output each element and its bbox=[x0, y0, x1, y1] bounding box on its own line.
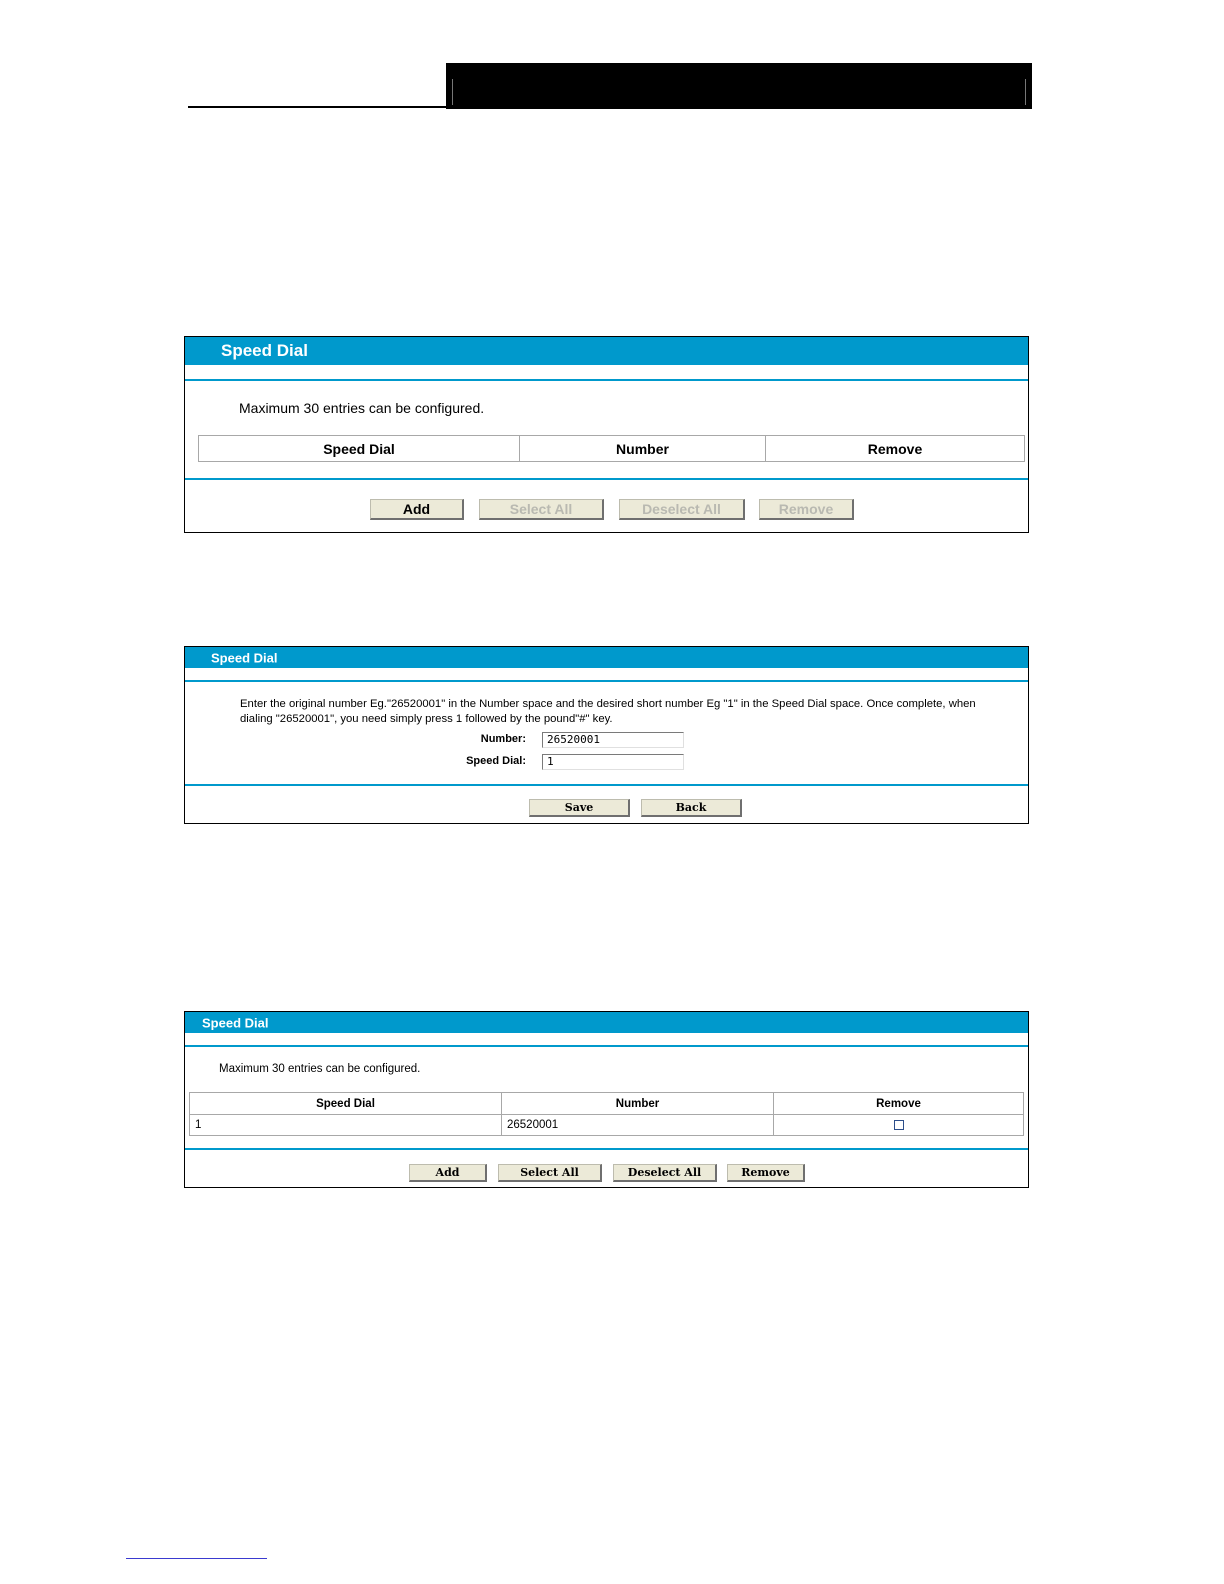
header-bar-edge-right bbox=[1025, 79, 1026, 105]
speed-dial-table bbox=[198, 435, 1025, 462]
divider bbox=[185, 1045, 1028, 1047]
panel-title: Speed Dial bbox=[211, 650, 278, 665]
divider bbox=[185, 1148, 1028, 1150]
select-all-button[interactable]: Select All bbox=[498, 1164, 602, 1182]
col-header-number: Number bbox=[502, 1093, 774, 1115]
header-bar bbox=[446, 63, 1032, 109]
divider bbox=[185, 478, 1028, 480]
panel-title-bar bbox=[185, 647, 1028, 668]
speed-dial-add-panel bbox=[184, 646, 1029, 824]
divider bbox=[185, 784, 1028, 786]
instructions-text bbox=[240, 697, 976, 727]
speed-dial-input[interactable]: 1 bbox=[542, 754, 684, 770]
instructions-line-1: Enter the original number Eg."26520001" in the Number space and the desired short number Eg "1" in the Speed Dial space. Once complete, when bbox=[240, 698, 976, 710]
add-button[interactable]: Add bbox=[409, 1164, 487, 1182]
header-bar-edge-left bbox=[452, 79, 453, 105]
max-entries-text: Maximum 30 entries can be configured. bbox=[219, 1063, 421, 1075]
speed-dial-panel-list bbox=[184, 1011, 1029, 1188]
speed-dial-label: Speed Dial: bbox=[466, 755, 526, 767]
table-row bbox=[190, 1115, 1024, 1136]
number-label: Number: bbox=[480, 733, 526, 745]
select-all-button[interactable]: Select All bbox=[479, 499, 604, 520]
footer-rule bbox=[126, 1558, 267, 1559]
cell-remove bbox=[774, 1115, 1024, 1136]
table-header-row bbox=[199, 436, 1025, 462]
instructions-line-2: dialing "26520001", you need simply press 1 followed by the pound"#" key. bbox=[240, 713, 613, 725]
remove-button[interactable]: Remove bbox=[727, 1164, 805, 1182]
cell-number: 26520001 bbox=[502, 1115, 774, 1136]
col-header-number: Number bbox=[520, 436, 766, 462]
table-header-row bbox=[190, 1093, 1024, 1115]
panel-title: Speed Dial bbox=[202, 1015, 269, 1030]
speed-dial-table bbox=[189, 1092, 1024, 1136]
col-header-speed-dial: Speed Dial bbox=[199, 436, 520, 462]
header-rule bbox=[188, 106, 446, 108]
col-header-remove: Remove bbox=[774, 1093, 1024, 1115]
panel-title-bar bbox=[185, 337, 1028, 365]
back-button[interactable]: Back bbox=[641, 799, 742, 817]
divider bbox=[185, 379, 1028, 381]
col-header-remove: Remove bbox=[766, 436, 1025, 462]
col-header-speed-dial: Speed Dial bbox=[190, 1093, 502, 1115]
max-entries-text: Maximum 30 entries can be configured. bbox=[239, 400, 485, 416]
deselect-all-button[interactable]: Deselect All bbox=[613, 1164, 717, 1182]
save-button[interactable]: Save bbox=[529, 799, 630, 817]
add-button[interactable]: Add bbox=[370, 499, 464, 520]
number-input[interactable]: 26520001 bbox=[542, 732, 684, 748]
panel-title: Speed Dial bbox=[221, 341, 308, 360]
remove-checkbox[interactable] bbox=[894, 1120, 904, 1130]
speed-dial-panel-empty bbox=[184, 336, 1029, 533]
divider bbox=[185, 680, 1028, 682]
panel-title-bar bbox=[185, 1012, 1028, 1033]
cell-speed-dial: 1 bbox=[190, 1115, 502, 1136]
deselect-all-button[interactable]: Deselect All bbox=[619, 499, 745, 520]
remove-button[interactable]: Remove bbox=[759, 499, 854, 520]
